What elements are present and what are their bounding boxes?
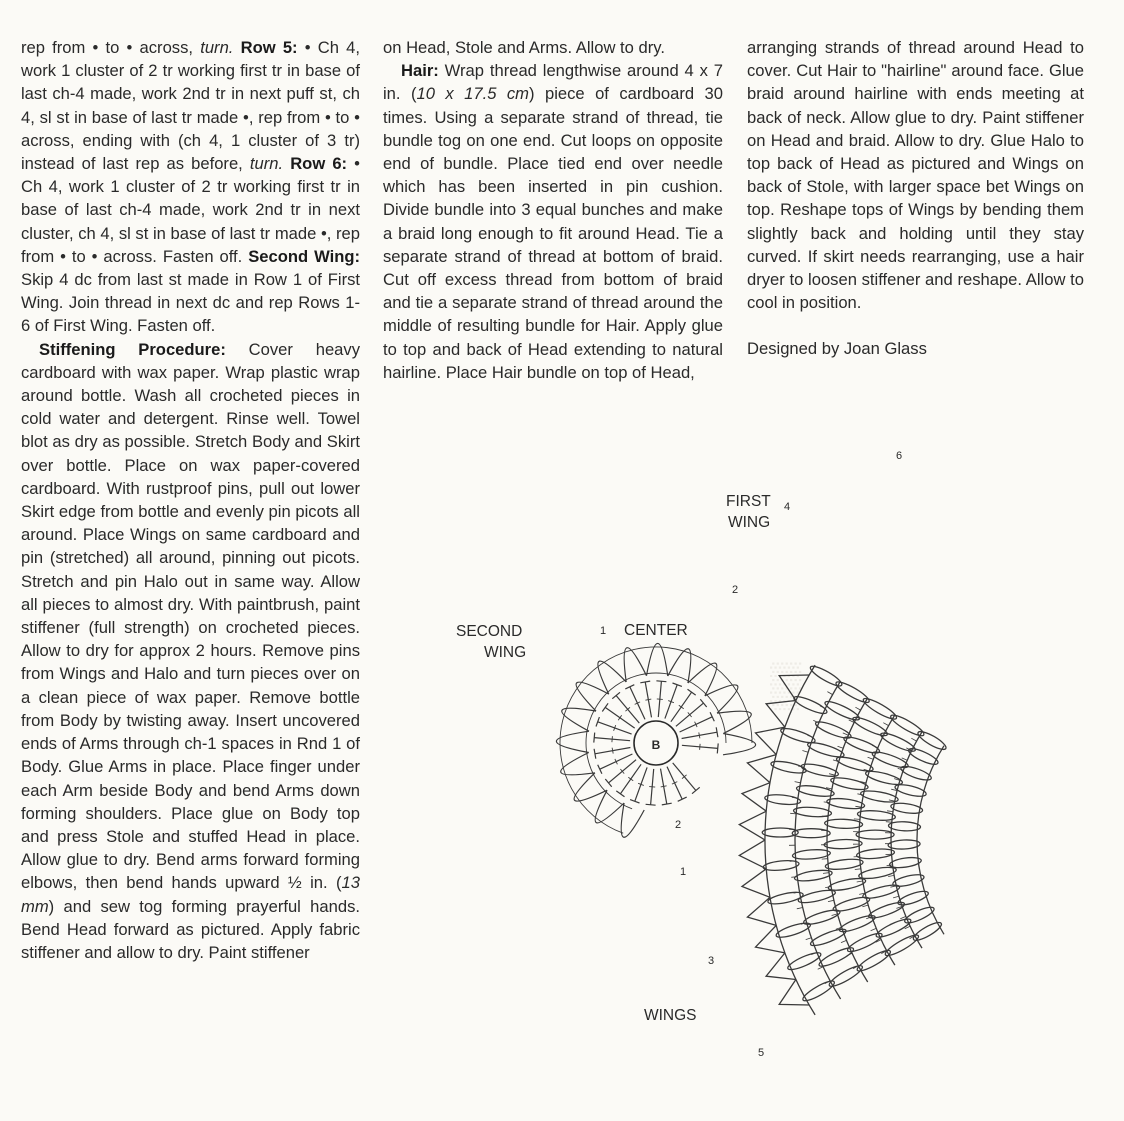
scallop-edge	[624, 648, 646, 682]
stitch-tbar	[662, 803, 672, 805]
stitch-tbar	[692, 787, 700, 793]
center-label: CENTER	[624, 622, 688, 639]
stitch-cross	[700, 744, 701, 750]
chain-loop	[888, 821, 920, 831]
chain-loop	[830, 776, 869, 792]
scallop-edge	[647, 643, 668, 676]
chain-loop	[823, 698, 861, 723]
chain-loop	[900, 764, 933, 783]
stitch-tick	[806, 938, 812, 940]
stitch-tbar	[616, 791, 624, 797]
hair-paragraph	[383, 59, 723, 384]
chain-loop	[792, 694, 829, 717]
text-column-1	[21, 36, 360, 964]
stitch-tbar	[612, 692, 620, 698]
row-number-2-large: 2	[732, 584, 739, 596]
chain-loop	[838, 913, 877, 935]
scallop-edge	[598, 661, 626, 694]
scallop-edge	[705, 685, 738, 713]
chain-loop	[846, 930, 884, 954]
stitch-tbar	[678, 797, 687, 801]
stitch-tick	[872, 745, 878, 747]
stiffening-paragraph	[21, 338, 360, 964]
stitch-cross	[628, 777, 633, 781]
stitch-tick	[871, 928, 877, 930]
row-number-1-bottom: 1	[680, 866, 687, 878]
stitch-tick	[889, 800, 895, 801]
row-5-heading: Row 5:	[240, 38, 298, 57]
stitch-tick	[841, 940, 847, 942]
stitch-tick	[827, 692, 832, 695]
stitch-tick	[802, 751, 808, 753]
wings-label: WINGS	[644, 1007, 697, 1024]
stitch-cross	[612, 736, 613, 742]
text-italic: 13 mm	[21, 873, 360, 916]
stitch-tick	[868, 757, 874, 759]
stitch-tick	[855, 869, 861, 870]
chain-loop	[892, 872, 925, 888]
second-wing-label-2: WING	[484, 644, 527, 661]
stitch-tick	[843, 733, 849, 735]
stitch-tick	[883, 723, 888, 726]
row-number-6: 6	[896, 450, 903, 462]
stitch-tbar	[646, 804, 656, 805]
stitch-tick	[886, 822, 892, 823]
text-span: ) and sew tog forming prayerful hands. Bend Head forward as pictured. Apply fabric stiffener and allow to dry. Paint stiffener	[21, 896, 360, 962]
text-paragraph: on Head, Stole and Arms. Allow to dry.	[383, 38, 665, 57]
chain-loop	[860, 789, 899, 804]
row-number-2-small: 2	[675, 819, 682, 831]
text-span: Skip 4 dc from last st made in Row 1 of First Wing. Join thread in next dc and rep Rows 1-6 of First Wing. Fasten off.	[21, 270, 360, 336]
stitch-tbar	[688, 689, 696, 695]
chain-loop	[858, 865, 897, 880]
stitch-cross	[657, 699, 663, 700]
wings-diagram	[430, 440, 1090, 1100]
text-span: Cover heavy cardboard with wax paper. Wrap plastic wrap around bottle. Wash all crocheted pieces in cold water and detergent. Rinse well. Towel blot as dry as possible. Stretch Body and Skirt over bottle. Place on wax paper-covered cardboard. With rustproof pins, pull out lower Skirt edge from bottle and evenly pin picots all around. Place Wings on same cardboard and pin (stretched) all around, pinning out picots. Stretch and pin Halo out in same way. Allow all pieces to almost dry. With paintbrush, paint stiffener (full strength) on crocheted pieces. Allow to dry for approx 2 hours. Remove pins from Wings and Halo and turn pieces over on a clean piece of wax paper. Remove bottle from Body by twisting away. Insert uncovered ends of Arms through ch-1 spaces in Rnd 1 of Body. Glue Arms in place. Place finger under each Arm beside Body and bend Arms down forming shoulders. Place glue on Body top and press Stole and stuffed Head in place. Allow glue to dry. Bend arms forward forming elbows, then bend hands upward ½ in. (	[21, 339, 360, 893]
stitch-tick	[818, 967, 823, 970]
chain-loop	[851, 714, 889, 738]
text-span: • Ch 4, work 1 cluster of 2 tr working first tr in base of last ch-4 made, work 2nd tr in next cluster, ch 4, sl st in base of last tr made •, rep from • to • across. Fasten off.	[21, 154, 360, 266]
stitch-tick	[838, 746, 844, 748]
stitch-tbar	[640, 681, 650, 683]
stitch-cross	[679, 705, 684, 709]
chain-loop	[867, 899, 906, 920]
stitch-tick	[900, 916, 906, 918]
text-span: ) piece of cardboard 30 times. Using a separate strand of thread, tie bundle tog on one end. Cut loops on opposite end of bundle. Place tied end over needle which has been inserted in pin cushion. Divide bundle into 3 equal bunches and make a braid long enough to fit around Head. Tie a separate strand of thread at bottom of braid. Cut off excess thread from bottom of braid and tie a separate strand of thread around the middle of resulting bundle for Hair. Apply glue to top and back of Head extending to natural hairline. Place Hair bundle on top of Head,	[383, 84, 723, 382]
text-paragraph: arranging strands of thread around Head to cover. Cut Hair to "hairline" around face. Glue braid around hairline with ends meeting at back of neck. Allow glue to dry. Paint stiffener on Head and braid. Allow to dry. Glue Halo to top back of Head as pictured and Wings on back of Stole, with larger space bet Wings on top. Reshape tops of Wings by bending them slightly back and holding until they stay curved. If skirt needs rearranging, use a hair dryer to loosen stiffener and reshape. Allow to cool in position.	[747, 38, 1084, 313]
row-number-3: 3	[708, 955, 715, 967]
second-wing-heading: Second Wing:	[248, 246, 361, 266]
center-b-label: B	[651, 738, 661, 752]
first-wing-label: FIRST	[726, 493, 771, 510]
chain-loop	[764, 793, 801, 806]
stitch-cross	[661, 786, 667, 787]
chain-loop	[897, 889, 930, 908]
scallop-edge	[561, 753, 595, 775]
row5-6-paragraph	[21, 36, 360, 338]
designer-credit: Designed by Joan Glass	[747, 339, 927, 359]
chain-loop	[779, 726, 816, 746]
row-number-5: 5	[758, 1047, 765, 1059]
chain-loop	[871, 749, 910, 770]
stitch-tick	[825, 887, 831, 888]
center-ring	[634, 721, 678, 765]
chain-loop	[842, 734, 881, 756]
chain-loop	[809, 926, 848, 948]
row-number-1-top: 1	[600, 625, 607, 637]
chain-loop	[814, 719, 853, 741]
scallop-edge	[621, 803, 644, 837]
chain-loop	[827, 876, 866, 892]
scallop-edge	[723, 734, 756, 755]
stitch-cross	[649, 787, 655, 788]
chain-loop	[794, 868, 833, 883]
wing-arc	[917, 746, 944, 935]
second-wing-label: SECOND	[456, 623, 523, 640]
hair-heading: Hair:	[401, 61, 439, 81]
picot	[739, 811, 766, 840]
chain-loop	[824, 819, 862, 830]
stitch-tbar	[717, 743, 718, 753]
picot	[747, 755, 776, 783]
stitch-tick	[822, 816, 828, 817]
text-span: Wrap thread lengthwise around 4 x 7 in. (	[383, 61, 723, 104]
stitch-cross	[618, 715, 622, 720]
chain-loop	[826, 797, 865, 811]
row-6-heading: Row 6:	[290, 154, 348, 174]
stitch-tick	[888, 875, 894, 876]
chain-loop	[903, 904, 936, 925]
stitch-tick	[792, 797, 798, 798]
stitch-cross	[612, 748, 613, 754]
stitch-tick	[823, 873, 829, 874]
text-italic: 10 x 17.5 cm	[416, 84, 529, 104]
stitch-tick	[791, 877, 797, 878]
chain-loop	[797, 888, 836, 905]
stitch-tick	[855, 707, 860, 710]
chain-loop	[916, 729, 948, 753]
chain-loop	[856, 830, 894, 839]
stitch-cross	[699, 732, 700, 738]
stitch-tick	[857, 881, 863, 882]
text-column-3	[747, 36, 1084, 361]
stitch-tbar	[656, 681, 666, 682]
stitch-tick	[893, 896, 899, 898]
chain-loop	[775, 920, 812, 940]
stitch-tick	[855, 806, 861, 807]
stitch-tick	[862, 905, 868, 907]
picot	[747, 897, 776, 925]
stitch-tick	[911, 738, 916, 741]
picot	[766, 701, 796, 728]
chain-loop	[796, 784, 835, 799]
chain-loop	[856, 848, 895, 860]
chain-loop	[832, 895, 871, 914]
text-column-2	[383, 36, 723, 384]
stitch-tick	[887, 811, 893, 812]
wing-arc	[765, 665, 815, 1015]
chain-loop	[786, 950, 823, 973]
first-wing-graph	[739, 663, 948, 1015]
scallop-edge	[668, 649, 691, 683]
stitch-tbar	[625, 685, 634, 689]
text-span: rep from • to • across,	[21, 38, 201, 57]
stitch-tick	[854, 819, 860, 820]
stitch-tick	[790, 813, 796, 814]
stitch-tbar	[594, 749, 596, 759]
chain-loop	[890, 802, 923, 815]
stitch-tick	[887, 865, 893, 866]
bleed-through-shadow: ▒	[770, 660, 804, 709]
scallop-edge	[556, 731, 589, 752]
picot	[766, 953, 796, 980]
stitch-tick	[824, 802, 830, 803]
stitch-tbar	[716, 727, 718, 737]
first-wing-label-2: WING	[728, 514, 771, 531]
scallop-edge	[562, 708, 596, 731]
chain-loop	[888, 839, 920, 849]
stitch-tbar	[598, 765, 602, 774]
row-number-4: 4	[784, 501, 791, 513]
stitch-tick	[795, 782, 801, 783]
stitch-tbar	[594, 733, 595, 743]
stitch-tbar	[602, 703, 608, 711]
chain-loop	[817, 945, 855, 970]
stitch-cross	[645, 699, 651, 700]
stitch-tick	[829, 774, 835, 776]
stitch-tick	[797, 908, 803, 909]
chain-loop	[907, 746, 940, 767]
scallop-edge	[717, 711, 751, 733]
stitch-tick	[828, 900, 834, 901]
chain-loop	[802, 907, 841, 927]
stitch-tbar	[700, 699, 706, 707]
stitch-tbar	[710, 712, 714, 721]
picot	[742, 869, 770, 898]
stitch-tbar	[605, 779, 611, 787]
text-span	[233, 38, 240, 57]
scallop-edge	[574, 773, 607, 801]
text-italic: turn.	[200, 38, 234, 57]
picot	[739, 840, 766, 869]
text-span: • Ch 4, work 1 cluster of 2 tr working first tr in base of last ch-4 made, work 2nd tr in next puff st, ch 4, sl st in base of last tr made •, rep from • to • across, ending with (ch 4, 1 cluster of 3 tr) instead of last rep as before,	[21, 38, 360, 174]
text-italic: turn.	[249, 154, 284, 174]
stiffening-heading: Stiffening Procedure:	[39, 339, 226, 359]
